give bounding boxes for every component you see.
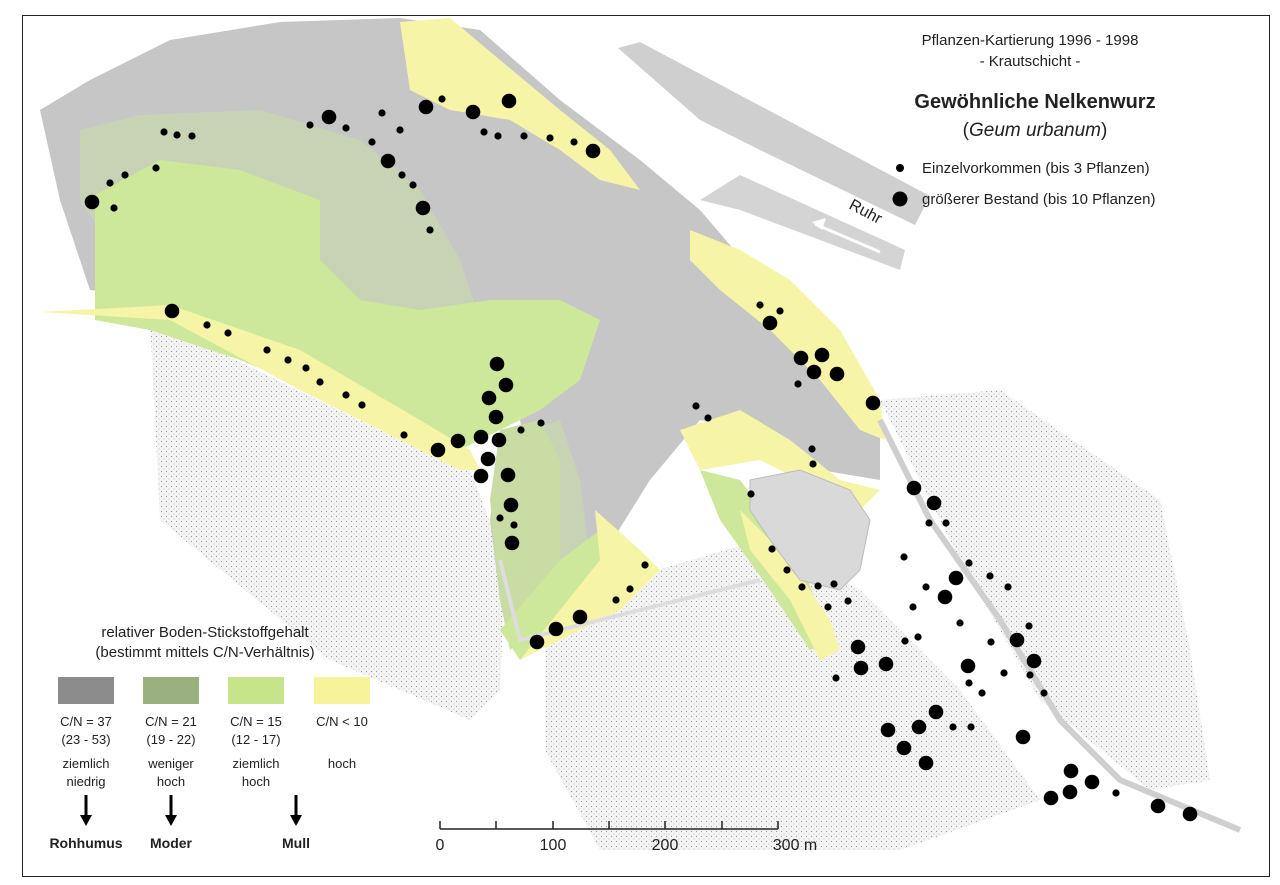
legend-humus-0: Rohhumus — [49, 835, 123, 851]
larger-stand-dot — [474, 430, 489, 445]
legend-large-label: größerer Bestand (bis 10 Pflanzen) — [922, 191, 1156, 208]
single-occurrence-dot — [814, 582, 821, 589]
single-occurrence-dot — [798, 583, 805, 590]
single-occurrence-dot — [517, 426, 524, 433]
larger-stand-dot — [794, 351, 809, 366]
single-occurrence-dot — [263, 346, 270, 353]
larger-stand-dot — [381, 154, 396, 169]
legend-cn-1: C/N = 21 — [145, 714, 197, 729]
single-occurrence-dot — [832, 674, 839, 681]
legend-level1-2: ziemlich — [232, 756, 280, 771]
single-occurrence-dot — [942, 519, 949, 526]
larger-stand-dot — [1027, 654, 1042, 669]
larger-stand-dot — [431, 443, 446, 458]
larger-stand-dot — [866, 396, 881, 411]
single-occurrence-dot — [987, 638, 994, 645]
single-occurrence-dot — [747, 490, 754, 497]
single-occurrence-dot — [494, 132, 501, 139]
single-occurrence-dot — [704, 414, 711, 421]
larger-stand-dot — [502, 94, 517, 109]
single-occurrence-dot — [121, 171, 128, 178]
single-occurrence-dot — [284, 356, 291, 363]
larger-stand-dot — [830, 367, 845, 382]
single-occurrence-dot — [768, 545, 775, 552]
legend-range-2: (12 - 17) — [231, 732, 281, 747]
legend-swatch-0 — [58, 677, 114, 704]
single-occurrence-dot — [537, 419, 544, 426]
single-occurrence-dot — [824, 603, 831, 610]
larger-stand-dot — [482, 391, 497, 406]
larger-stand-dot — [927, 496, 942, 511]
larger-stand-dot — [912, 720, 927, 735]
single-occurrence-dot — [546, 134, 553, 141]
single-occurrence-dot — [901, 637, 908, 644]
larger-stand-dot — [586, 144, 601, 159]
single-occurrence-dot — [956, 619, 963, 626]
larger-stand-dot — [499, 378, 514, 393]
single-occurrence-dot — [978, 689, 985, 696]
single-occurrence-dot — [358, 401, 365, 408]
legend-heading-1: relativer Boden-Stickstoffgehalt — [101, 624, 309, 641]
larger-stand-dot — [1016, 730, 1031, 745]
legend-level2-0: niedrig — [66, 774, 106, 789]
larger-stand-dot — [490, 357, 505, 372]
larger-stand-dot — [815, 348, 830, 363]
single-occurrence-dot — [1112, 789, 1119, 796]
single-occurrence-dot — [378, 109, 385, 116]
legend-level1-0: ziemlich — [62, 756, 110, 771]
larger-stand-dot — [489, 410, 504, 425]
single-occurrence-dot — [965, 559, 972, 566]
single-occurrence-dot — [925, 519, 932, 526]
larger-stand-dot — [1063, 785, 1078, 800]
larger-stand-dot — [466, 105, 481, 120]
larger-stand-dot — [530, 635, 545, 650]
larger-stand-dot — [322, 110, 337, 125]
single-occurrence-dot — [909, 603, 916, 610]
larger-stand-dot — [807, 365, 822, 380]
arrowhead-icon — [290, 815, 302, 826]
single-occurrence-dot — [808, 445, 815, 452]
larger-stand-dot — [907, 481, 922, 496]
larger-stand-dot — [549, 622, 564, 637]
larger-stand-dot — [505, 536, 520, 551]
legend-small-dot-icon — [896, 164, 904, 172]
scale-label-300: 300 m — [772, 837, 818, 854]
larger-stand-dot — [938, 590, 953, 605]
single-occurrence-dot — [967, 723, 974, 730]
legend-swatch-2 — [228, 677, 284, 704]
single-occurrence-dot — [160, 128, 167, 135]
larger-stand-dot — [1044, 791, 1059, 806]
legend-level2-1: hoch — [156, 774, 186, 789]
single-occurrence-dot — [110, 204, 117, 211]
larger-stand-dot — [1151, 799, 1166, 814]
larger-stand-dot — [573, 610, 588, 625]
arrowhead-icon — [165, 815, 177, 826]
legend-level1-1: weniger — [148, 756, 194, 771]
single-occurrence-dot — [152, 164, 159, 171]
larger-stand-dot — [961, 659, 976, 674]
single-occurrence-dot — [986, 572, 993, 579]
species-latin: (Geum urbanum) — [962, 120, 1108, 141]
single-occurrence-dot — [316, 378, 323, 385]
single-occurrence-dot — [188, 132, 195, 139]
single-occurrence-dot — [830, 580, 837, 587]
larger-stand-dot — [419, 100, 434, 115]
single-occurrence-dot — [1025, 622, 1032, 629]
legend-range-0: (23 - 53) — [61, 732, 111, 747]
scale-label-100: 100 — [539, 837, 567, 854]
single-occurrence-dot — [173, 131, 180, 138]
legend-humus-1: Moder — [150, 835, 192, 851]
single-occurrence-dot — [396, 126, 403, 133]
single-occurrence-dot — [398, 171, 405, 178]
nitrogen-legend — [49, 677, 370, 851]
single-occurrence-dot — [1026, 671, 1033, 678]
single-occurrence-dot — [809, 460, 816, 467]
single-occurrence-dot — [914, 633, 921, 640]
larger-stand-dot — [416, 201, 431, 216]
single-occurrence-dot — [794, 380, 801, 387]
larger-stand-dot — [879, 657, 894, 672]
scale-label-0: 0 — [435, 837, 445, 854]
scale-label-200: 200 — [651, 837, 679, 854]
larger-stand-dot — [949, 571, 964, 586]
legend-humus-2: Mull — [282, 835, 310, 851]
larger-stand-dot — [929, 705, 944, 720]
single-occurrence-dot — [626, 585, 633, 592]
larger-stand-dot — [492, 433, 507, 448]
species-name: Gewöhnliche Nelkenwurz — [914, 91, 1156, 113]
legend-level1-3: hoch — [327, 756, 357, 771]
title-line2: - Krautschicht - — [979, 53, 1081, 70]
single-occurrence-dot — [496, 514, 503, 521]
single-occurrence-dot — [302, 364, 309, 371]
larger-stand-dot — [851, 640, 866, 655]
single-occurrence-dot — [480, 128, 487, 135]
larger-stand-dot — [85, 195, 100, 210]
larger-stand-dot — [854, 661, 869, 676]
larger-stand-dot — [451, 434, 466, 449]
river-label: Ruhr — [846, 196, 885, 228]
single-occurrence-dot — [510, 521, 517, 528]
legend-level2-2: hoch — [241, 774, 271, 789]
larger-stand-dot — [1183, 807, 1198, 822]
single-occurrence-dot — [203, 321, 210, 328]
larger-stand-dot — [1064, 764, 1079, 779]
single-occurrence-dot — [612, 596, 619, 603]
legend-cn-2: C/N = 15 — [230, 714, 282, 729]
single-occurrence-dot — [342, 124, 349, 131]
single-occurrence-dot — [756, 301, 763, 308]
larger-stand-dot — [474, 469, 489, 484]
legend-swatch-3 — [314, 677, 370, 704]
single-occurrence-dot — [342, 391, 349, 398]
single-occurrence-dot — [409, 181, 416, 188]
larger-stand-dot — [481, 452, 496, 467]
single-occurrence-dot — [692, 402, 699, 409]
larger-stand-dot — [504, 498, 519, 513]
legend-cn-0: C/N = 37 — [60, 714, 112, 729]
larger-stand-dot — [1010, 633, 1025, 648]
legend-heading-2: (bestimmt mittels C/N-Verhältnis) — [95, 644, 315, 661]
single-occurrence-dot — [106, 179, 113, 186]
larger-stand-dot — [763, 316, 778, 331]
single-occurrence-dot — [965, 679, 972, 686]
legend-swatch-1 — [143, 677, 199, 704]
single-occurrence-dot — [426, 226, 433, 233]
legend-large-dot-icon — [893, 192, 908, 207]
larger-stand-dot — [919, 756, 934, 771]
larger-stand-dot — [897, 741, 912, 756]
larger-stand-dot — [165, 304, 180, 319]
single-occurrence-dot — [400, 431, 407, 438]
larger-stand-dot — [1085, 775, 1100, 790]
single-occurrence-dot — [438, 95, 445, 102]
single-occurrence-dot — [922, 583, 929, 590]
single-occurrence-dot — [641, 561, 648, 568]
larger-stand-dot — [881, 723, 896, 738]
species-latin-name: Geum urbanum — [968, 120, 1102, 141]
single-occurrence-dot — [783, 566, 790, 573]
legend-small-label: Einzelvorkommen (bis 3 Pflanzen) — [922, 160, 1150, 177]
single-occurrence-dot — [306, 121, 313, 128]
arrowhead-icon — [80, 815, 92, 826]
legend-cn-3: C/N < 10 — [316, 714, 368, 729]
single-occurrence-dot — [520, 132, 527, 139]
single-occurrence-dot — [900, 553, 907, 560]
single-occurrence-dot — [224, 329, 231, 336]
single-occurrence-dot — [949, 723, 956, 730]
single-occurrence-dot — [570, 138, 577, 145]
single-occurrence-dot — [1000, 669, 1007, 676]
legend-range-1: (19 - 22) — [146, 732, 196, 747]
single-occurrence-dot — [844, 597, 851, 604]
single-occurrence-dot — [1040, 689, 1047, 696]
larger-stand-dot — [501, 468, 516, 483]
single-occurrence-dot — [368, 138, 375, 145]
title-line1: Pflanzen-Kartierung 1996 - 1998 — [921, 32, 1139, 49]
single-occurrence-dot — [1004, 583, 1011, 590]
single-occurrence-dot — [776, 307, 783, 314]
